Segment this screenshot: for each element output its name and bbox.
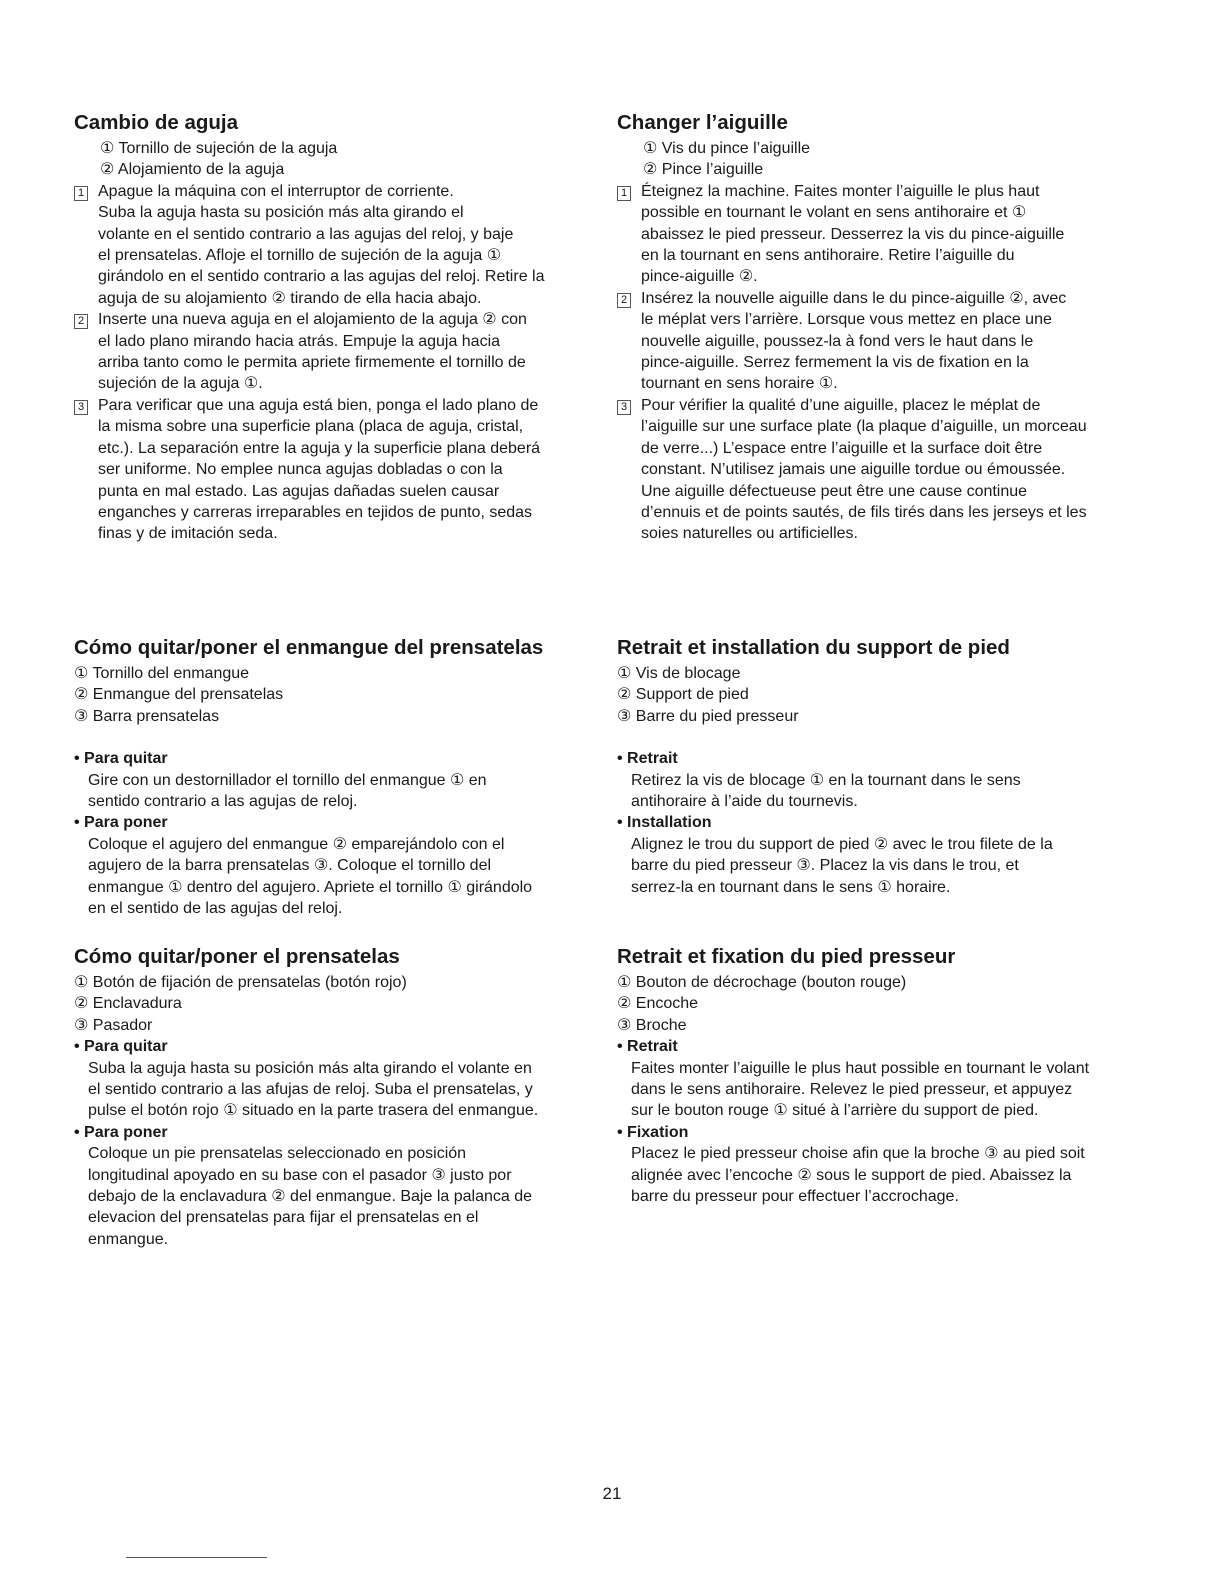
- step-number: 2: [617, 293, 631, 308]
- text-line: arriba tanto como le permita apriete firmemente el tornillo de: [98, 354, 526, 372]
- text-line: tournant en sens horaire ①.: [641, 375, 838, 393]
- part-label: ① Tornillo del enmangue: [74, 665, 250, 682]
- text-line: serrez-la en tournant dans le sens ① horaire.: [631, 878, 951, 896]
- text-line: enmangue.: [88, 1230, 169, 1248]
- text-line: la misma sobre una superficie plana (placa de aguja, cristal,: [98, 418, 524, 436]
- step-number: 1: [617, 186, 631, 201]
- text-line: Placez le pied presseur choise afin que la broche ③ au pied soit: [631, 1145, 1085, 1163]
- part-label: ① Vis du pince l’aiguille: [643, 140, 811, 157]
- text-line: pince-aiguille. Serrez fermement la vis de fixation en la: [641, 354, 1029, 372]
- part-label: ② Enmangue del prensatelas: [74, 686, 284, 704]
- text-line: girándolo en el sentido contrario a las agujas del reloj. Retire la: [98, 268, 545, 286]
- bullet-heading: • Retrait: [617, 1038, 678, 1056]
- text-line: barre du pied presseur ③. Placez la vis dans le trou, et: [631, 857, 1019, 875]
- bullet-heading: • Para poner: [74, 1123, 168, 1141]
- text-line: pince-aiguille ②.: [641, 268, 758, 286]
- text-line: enmangue ① dentro del agujero. Apriete el tornillo ① girándolo: [88, 878, 533, 896]
- section-title: Cambio de aguja: [74, 111, 239, 134]
- text-line: punta en mal estado. Las agujas dañadas suelen causar: [98, 482, 500, 500]
- step-number: 1: [74, 186, 88, 201]
- bullet-heading: • Para poner: [74, 814, 168, 832]
- section-title: Changer l’aiguille: [617, 111, 788, 134]
- text-line: Éteignez la machine. Faites monter l’aiguille le plus haut: [641, 182, 1040, 200]
- section-changer-aiguille: [617, 110, 1147, 545]
- text-line: Coloque un pie prensatelas seleccionado en posición: [88, 1145, 467, 1163]
- part-label: ③ Barre du pied presseur: [617, 707, 799, 725]
- text-line: sur le bouton rouge ① situé à l’arrière du support de pied.: [631, 1102, 1039, 1120]
- text-line: nouvelle aiguille, poussez-la à fond vers le haut dans le: [641, 332, 1034, 350]
- text-line: Retirez la vis de blocage ① en la tournant dans le sens: [631, 771, 1021, 789]
- step-number: 3: [617, 400, 631, 415]
- text-line: etc.). La separación entre la aguja y la superficie plana deberá: [98, 439, 541, 457]
- text-line: el prensatelas. Afloje el tornillo de sujeción de la aguja ①: [98, 247, 502, 265]
- part-label: ① Bouton de décrochage (bouton rouge): [617, 974, 907, 991]
- bullet-heading: • Para quitar: [74, 750, 168, 768]
- part-label: ③ Broche: [617, 1016, 687, 1034]
- text-line: en la tournant en sens antihoraire. Retire l’aiguille du: [641, 247, 1015, 265]
- bullet-heading: • Para quitar: [74, 1038, 168, 1056]
- text-line: Coloque el agujero del enmangue ② emparejándolo con el: [88, 835, 505, 853]
- text-line: volante en el sentido contrario a las agujas del reloj, y baje: [98, 225, 514, 243]
- text-line: Faites monter l’aiguille le plus haut possible en tournant le volant: [631, 1059, 1090, 1077]
- section-title: Cómo quitar/poner el prensatelas: [74, 945, 400, 968]
- text-line: ser uniforme. No emplee nunca agujas dobladas o con la: [98, 461, 503, 479]
- text-line: constant. N’utilisez jamais une aiguille tordue ou émoussée.: [641, 461, 1066, 479]
- part-label: ③ Barra prensatelas: [74, 707, 220, 725]
- part-label: ③ Pasador: [74, 1016, 153, 1034]
- text-line: barre du presseur pour effectuer l’accrochage.: [631, 1188, 959, 1206]
- step-3: [617, 395, 1147, 545]
- text-line: dans le sens antihoraire. Relevez le pied presseur, et appuyez: [631, 1081, 1073, 1099]
- step-1: [617, 181, 1147, 288]
- text-line: enganches y carreras irreparables en tejidos de punto, sedas: [98, 503, 533, 521]
- section-prensatelas: [74, 944, 604, 1250]
- section-pied-presseur: [617, 944, 1147, 1207]
- step-1: [74, 181, 604, 309]
- text-line: Suba la aguja hasta su posición más alta girando el volante en: [88, 1059, 532, 1077]
- text-line: le méplat vers l’arrière. Lorsque vous mettez en place une: [641, 311, 1052, 329]
- text-line: el lado plano mirando hacia atrás. Empuje la aguja hacia: [98, 332, 501, 350]
- text-line: Insérez la nouvelle aiguille dans le du pince-aiguille ②, avec: [641, 289, 1067, 307]
- step-2: [74, 309, 604, 395]
- text-line: Suba la aguja hasta su posición más alta girando el: [98, 204, 464, 222]
- text-line: Une aiguille défectueuse peut être une cause continue: [641, 482, 1028, 500]
- text-line: finas y de imitación seda.: [98, 525, 278, 543]
- step-number: 2: [74, 314, 88, 329]
- part-label: ① Vis de blocage: [617, 665, 741, 682]
- text-line: antihoraire à l’aide du tournevis.: [631, 793, 858, 811]
- step-2: [617, 288, 1147, 395]
- text-line: pulse el botón rojo ① situado en la parte trasera del enmangue.: [88, 1102, 539, 1120]
- text-line: debajo de la enclavadura ② del enmangue. Baje la palanca de: [88, 1188, 532, 1206]
- text-line: elevacion del prensatelas para fijar el prensatelas en el: [88, 1209, 479, 1227]
- text-line: abaissez le pied presseur. Desserrez la vis du pince-aiguille: [641, 225, 1065, 243]
- step-number: 3: [74, 400, 88, 415]
- part-label: ② Support de pied: [617, 686, 749, 704]
- text-line: agujero de la barra prensatelas ③. Coloque el tornillo del: [88, 857, 492, 875]
- text-line: alignée avec l’encoche ② sous le support de pied. Abaissez la: [631, 1166, 1072, 1184]
- text-line: longitudinal apoyado en su base con el pasador ③ justo por: [88, 1166, 512, 1184]
- part-label: ② Encoche: [617, 995, 699, 1013]
- section-enmangue: [74, 635, 604, 919]
- text-line: sujeción de la aguja ①.: [98, 375, 263, 393]
- part-label: ① Botón de fijación de prensatelas (botón rojo): [74, 974, 407, 991]
- page-number: 21: [602, 1484, 622, 1503]
- section-cambio-de-aguja: [74, 110, 604, 545]
- part-label: ① Tornillo de sujeción de la aguja: [100, 140, 338, 157]
- text-line: Gire con un destornillador el tornillo del enmangue ① en: [88, 771, 487, 789]
- text-line: Alignez le trou du support de pied ② avec le trou filete de la: [631, 835, 1053, 853]
- bullet-heading: • Retrait: [617, 750, 678, 768]
- step-3: [74, 395, 604, 545]
- text-line: d’ennuis et de points sautés, de fils tirés dans les jerseys et les: [641, 503, 1087, 521]
- text-line: soies naturelles ou artificielles.: [641, 525, 858, 543]
- part-label: ② Pince l’aiguille: [643, 161, 764, 179]
- footer-rule: [126, 1557, 267, 1558]
- text-line: Pour vérifier la qualité d’une aiguille, placez le méplat de: [641, 396, 1041, 414]
- section-title: Retrait et installation du support de pied: [617, 636, 1010, 659]
- text-line: Apague la máquina con el interruptor de corriente.: [98, 182, 454, 200]
- text-line: sentido contrario a las agujas de reloj.: [88, 793, 358, 811]
- text-line: Para verificar que una aguja está bien, ponga el lado plano de: [98, 396, 539, 414]
- text-line: l’aiguille sur une surface plate (la plaque d’aiguille, un morceau: [641, 418, 1087, 436]
- text-line: el sentido contrario a las afujas de reloj. Suba el prensatelas, y: [88, 1081, 533, 1099]
- text-line: de verre...) L’espace entre l’aiguille et la surface doit être: [641, 439, 1043, 457]
- bullet-heading: • Fixation: [617, 1123, 689, 1141]
- text-line: possible en tournant le volant en sens antihoraire et ①: [641, 204, 1027, 222]
- section-support-de-pied: [617, 635, 1147, 898]
- part-label: ② Enclavadura: [74, 995, 182, 1013]
- section-title: Retrait et fixation du pied presseur: [617, 945, 956, 968]
- section-title: Cómo quitar/poner el enmangue del prensatelas: [74, 636, 544, 659]
- text-line: Inserte una nueva aguja en el alojamiento de la aguja ② con: [98, 311, 527, 329]
- text-line: aguja de su alojamiento ② tirando de ella hacia abajo.: [98, 289, 482, 307]
- part-label: ② Alojamiento de la aguja: [100, 161, 285, 179]
- bullet-heading: • Installation: [617, 814, 712, 832]
- text-line: en el sentido de las agujas del reloj.: [88, 900, 343, 918]
